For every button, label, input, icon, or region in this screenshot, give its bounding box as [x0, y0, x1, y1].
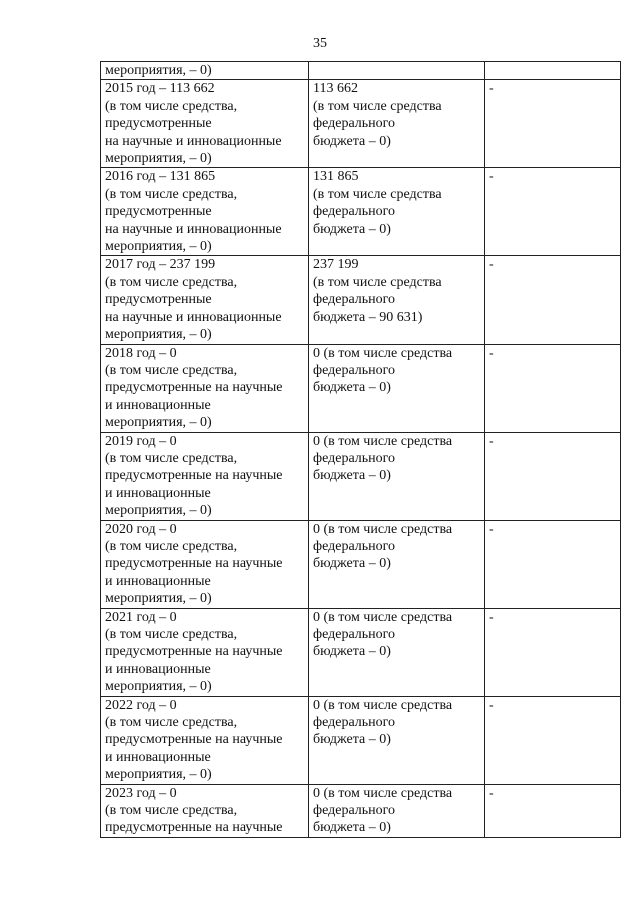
amount-cell: 0 (в том числе средства федерального бюджета – 0)	[309, 608, 485, 696]
table-row	[101, 432, 621, 520]
amount-cell: 0 (в том числе средства федерального бюджета – 0)	[309, 784, 485, 837]
year-total-cell: 2016 год – 131 865 (в том числе средства, предусмотренные на научные и инновационные мероприятия, – 0)	[101, 168, 309, 256]
note-cell: -	[485, 608, 621, 696]
year-total-cell: 2021 год – 0 (в том числе средства, предусмотренные на научные и инновационные мероприятия, – 0)	[101, 608, 309, 696]
table-row	[101, 520, 621, 608]
note-cell: -	[485, 784, 621, 837]
amount-cell: 113 662 (в том числе средства федерального бюджета – 0)	[309, 80, 485, 168]
note-cell: -	[485, 168, 621, 256]
note-cell: -	[485, 520, 621, 608]
funding-table-body	[101, 62, 621, 838]
note-cell: -	[485, 344, 621, 432]
funding-table	[100, 61, 621, 838]
year-total-cell: 2020 год – 0 (в том числе средства, предусмотренные на научные и инновационные мероприятия, – 0)	[101, 520, 309, 608]
table-row	[101, 168, 621, 256]
note-cell: -	[485, 696, 621, 784]
amount-cell: 131 865 (в том числе средства федерального бюджета – 0)	[309, 168, 485, 256]
amount-cell: 0 (в том числе средства федерального бюджета – 0)	[309, 344, 485, 432]
year-total-cell: 2015 год – 113 662 (в том числе средства, предусмотренные на научные и инновационные мероприятия, – 0)	[101, 80, 309, 168]
table-row	[101, 256, 621, 344]
year-total-cell: 2022 год – 0 (в том числе средства, предусмотренные на научные и инновационные мероприятия, – 0)	[101, 696, 309, 784]
note-cell	[485, 62, 621, 80]
amount-cell: 0 (в том числе средства федерального бюджета – 0)	[309, 520, 485, 608]
table-row	[101, 608, 621, 696]
amount-cell	[309, 62, 485, 80]
year-total-cell: 2017 год – 237 199 (в том числе средства, предусмотренные на научные и инновационные мероприятия, – 0)	[101, 256, 309, 344]
amount-cell: 0 (в том числе средства федерального бюджета – 0)	[309, 432, 485, 520]
year-total-cell: мероприятия, – 0)	[101, 62, 309, 80]
amount-cell: 0 (в том числе средства федерального бюджета – 0)	[309, 696, 485, 784]
note-cell: -	[485, 256, 621, 344]
table-row	[101, 696, 621, 784]
year-total-cell: 2019 год – 0 (в том числе средства, предусмотренные на научные и инновационные мероприятия, – 0)	[101, 432, 309, 520]
amount-cell: 237 199 (в том числе средства федерального бюджета – 90 631)	[309, 256, 485, 344]
year-total-cell: 2023 год – 0 (в том числе средства, предусмотренные на научные	[101, 784, 309, 837]
table-row	[101, 80, 621, 168]
table-row	[101, 344, 621, 432]
note-cell: -	[485, 80, 621, 168]
table-row	[101, 62, 621, 80]
table-row	[101, 784, 621, 837]
page-number: 35	[313, 36, 327, 51]
note-cell: -	[485, 432, 621, 520]
year-total-cell: 2018 год – 0 (в том числе средства, предусмотренные на научные и инновационные мероприятия, – 0)	[101, 344, 309, 432]
